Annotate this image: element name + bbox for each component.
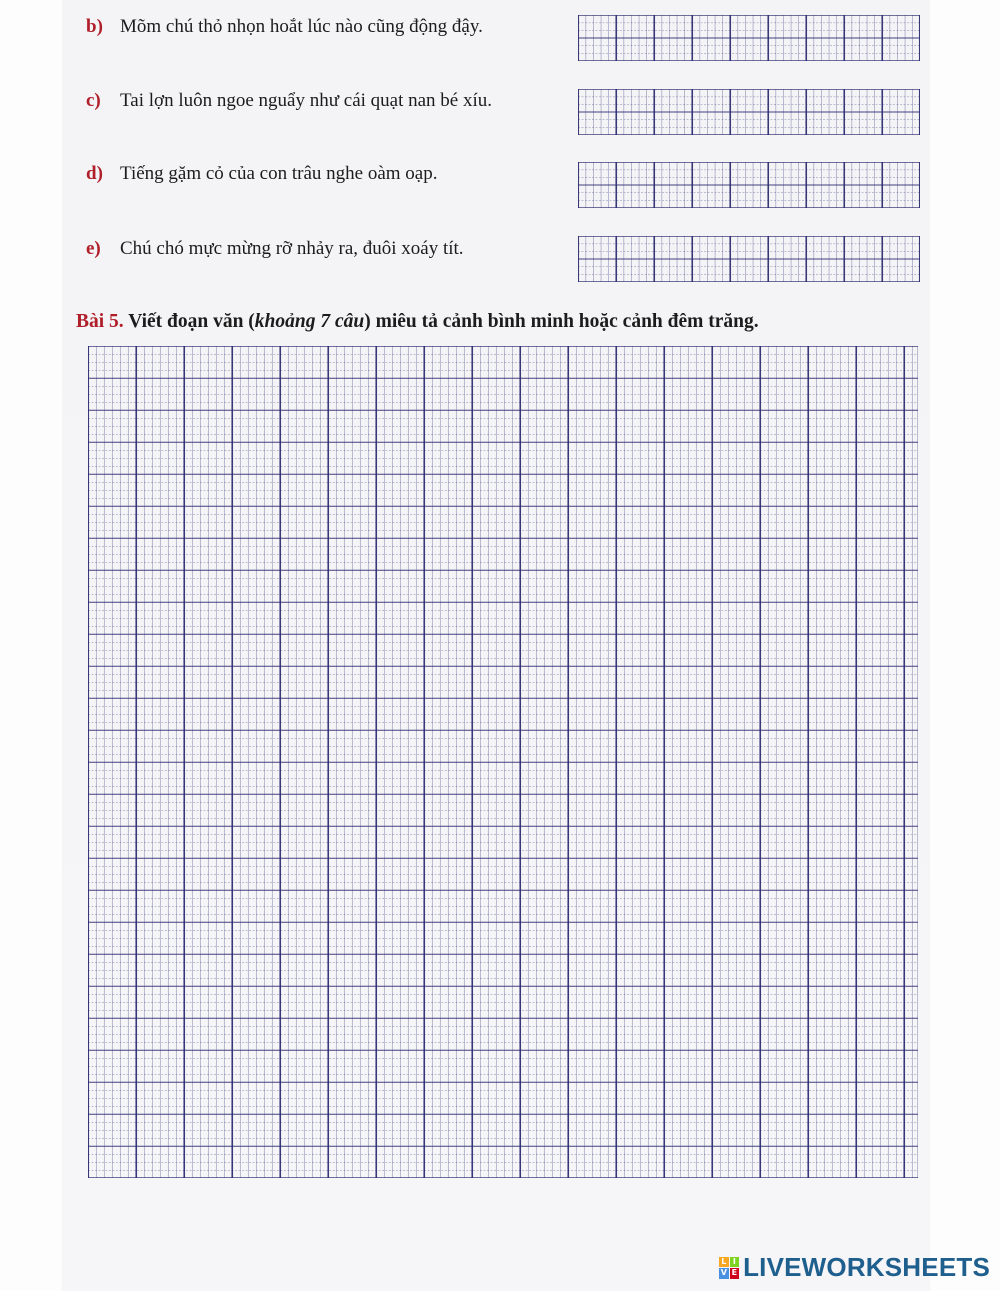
answer-grid-b[interactable] xyxy=(578,15,920,61)
logo-text: LIVEWORKSHEETS xyxy=(743,1252,990,1282)
exercise-item-d xyxy=(86,163,437,185)
answer-grid-e[interactable] xyxy=(578,236,920,282)
logo-mark-icon xyxy=(719,1257,739,1279)
exercise-label: b) xyxy=(86,16,103,37)
exercise-item-b xyxy=(86,16,483,38)
answer-grid-c[interactable] xyxy=(578,89,920,135)
heading-text-italic: khoảng 7 câu xyxy=(254,311,365,332)
writing-grid[interactable] xyxy=(88,346,918,1178)
exercise-item-c xyxy=(86,90,492,112)
exercise-text: Chú chó mực mừng rỡ nhảy ra, đuôi xoáy tít. xyxy=(120,238,464,259)
exercise-label: d) xyxy=(86,163,103,184)
logo-mark-letter: E xyxy=(730,1268,740,1279)
logo-mark-letter: I xyxy=(730,1257,740,1268)
heading-text-start: Viết đoạn văn ( xyxy=(123,311,255,332)
exercise-label: c) xyxy=(86,90,101,111)
exercise-item-e xyxy=(86,238,464,260)
exercise-text: Mõm chú thỏ nhọn hoắt lúc nào cũng động đậy. xyxy=(120,16,483,37)
exercise-number: Bài 5. xyxy=(76,311,124,332)
exercise-label: e) xyxy=(86,238,101,259)
exercise-5-heading xyxy=(76,311,759,333)
liveworksheets-logo xyxy=(719,1252,990,1283)
answer-grid-d[interactable] xyxy=(578,162,920,208)
heading-text-end: ) miêu tả cảnh bình minh hoặc cảnh đêm trăng. xyxy=(364,311,759,332)
logo-mark-letter: L xyxy=(719,1257,729,1268)
exercise-text: Tai lợn luôn ngoe nguẩy như cái quạt nan bé xíu. xyxy=(120,90,493,111)
exercise-text: Tiếng gặm cỏ của con trâu nghe oàm oạp. xyxy=(120,163,438,184)
logo-mark-letter: V xyxy=(720,1268,727,1277)
